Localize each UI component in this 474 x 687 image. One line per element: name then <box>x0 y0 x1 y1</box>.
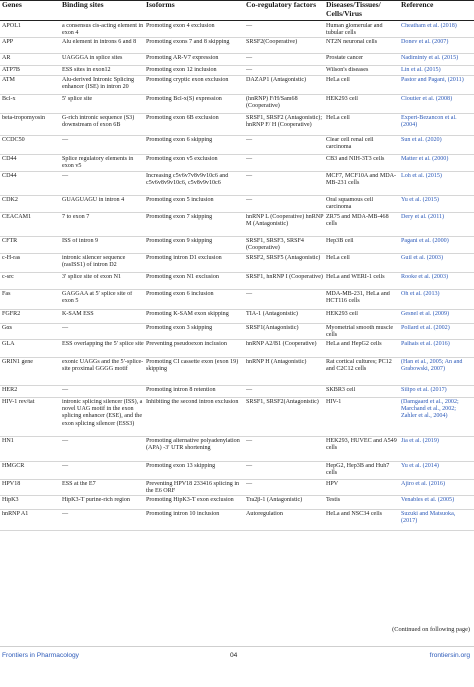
cell-isoform: Promoting Bcl-x(S) expression <box>146 96 222 102</box>
cell-co-factor: Tra2β-1 (Antagonistic) <box>246 497 303 503</box>
journal-name[interactable]: Frontiers in Pharmacology <box>2 652 79 659</box>
cell-gene: c-src <box>2 274 14 280</box>
cell-isoform: Promoting intron 10 inclusion <box>146 511 220 517</box>
cell-isoform: Preventing HPV18 233416 splicing in the E6 ORF <box>146 481 240 495</box>
cell-binding-site: — <box>62 438 69 444</box>
cell-isoform: Promoting exon N1 exclusion <box>146 274 219 280</box>
cell-disease: Rat cortical cultures; PC12 and C2C12 cells <box>326 359 392 373</box>
cell-gene: CCDC50 <box>2 137 25 143</box>
footer-rule <box>0 646 474 647</box>
table-row <box>0 309 474 324</box>
cell-co-factor: — <box>246 137 253 143</box>
cell-isoform: Increasing c5v6v7v8v9v10c6 and c5v6v8v9v10c6, c5v8v9v10c6 <box>146 173 229 187</box>
cell-reference[interactable]: Expert-Bezancon et al. (2004) <box>401 115 457 129</box>
cell-isoform: Promoting exon 3 skipping <box>146 325 213 331</box>
cell-gene: CFTR <box>2 238 18 244</box>
cell-co-factor: SRSF1(Antagonistic) <box>246 325 299 331</box>
cell-disease: HeLa and WERI-1 cells <box>326 274 385 280</box>
cell-co-factor: hnRNP A2/B1 (Cooperative) <box>246 341 317 347</box>
cell-isoform: Inhibiting the second intron exclusion <box>146 399 239 405</box>
cell-reference[interactable]: Sun et al. (2020) <box>401 137 442 143</box>
cell-binding-site: ESS sites in exon12 <box>62 67 111 73</box>
cell-co-factor: TIA-1 (Antagonistic) <box>246 311 298 317</box>
cell-gene: HER2 <box>2 387 18 393</box>
cell-disease: CB3 and NIH-3T3 cells <box>326 156 385 162</box>
table-row <box>0 154 474 172</box>
cell-binding-site: ESS overlapping the 5′ splice site <box>62 341 144 347</box>
cell-binding-site: — <box>62 463 69 469</box>
cell-disease: MCF7, MCF10A and MDA-MB-231 cells <box>326 173 397 187</box>
cell-co-factor: — <box>246 23 253 29</box>
cell-disease: Wilson's diseases <box>326 67 369 73</box>
table-row <box>0 436 474 462</box>
cell-co-factor: (hnRNP) F/H/Sam68 (Cooperative) <box>246 96 298 110</box>
cell-isoform: Promoting exons 7 and 8 skipping <box>146 39 230 45</box>
cell-disease: HPV <box>326 481 339 487</box>
cell-reference[interactable]: Yu et al. (2015) <box>401 197 439 203</box>
cell-reference[interactable]: Cheatham et al. (2018) <box>401 23 457 29</box>
cell-isoform: Promoting exon 5 inclusion <box>146 197 214 203</box>
table-row <box>0 509 474 531</box>
table-row <box>0 195 474 213</box>
cell-binding-site: — <box>62 173 69 179</box>
cell-disease: ZR75 and MDA-MB-468 cells <box>326 214 389 228</box>
cell-isoform: Promoting exon 6 inclusion <box>146 291 214 297</box>
cell-reference[interactable]: Venables et al. (2005) <box>401 497 455 503</box>
cell-binding-site: 7 to exon 7 <box>62 214 90 220</box>
cell-disease: HeLa cell <box>326 77 350 83</box>
cell-gene: Gαs <box>2 325 12 331</box>
cell-gene: HIV-1 rev/tat <box>2 399 35 405</box>
cell-disease: MDA-MB-231, HeLa and HCT116 cells <box>326 291 390 305</box>
col-header-co-regulatory: Co-regulatory factors <box>246 0 317 9</box>
cell-reference[interactable]: Pagani et al. (2000) <box>401 238 449 244</box>
cell-gene: FGFR2 <box>2 311 21 317</box>
cell-gene: CEACAM1 <box>2 214 32 220</box>
col-header-diseases: Diseases/Tissues/ Cells/Virus <box>326 0 381 18</box>
cell-disease: HepG2, Hep3B and Huh7 cells <box>326 463 390 477</box>
cell-co-factor: SRSF1, SRSF2(Antagonistic) <box>246 399 319 405</box>
cell-reference[interactable]: Cloutier et al. (2008) <box>401 96 453 102</box>
page-number: 04 <box>230 652 238 659</box>
cell-isoform: Preventing pseudoexon inclusion <box>146 341 227 347</box>
cell-isoform: Promoting exon 4 exclusion <box>146 23 215 29</box>
cell-isoform: Promoting intron D1 exclusion <box>146 255 222 261</box>
col-header-binding-sites: Binding sites <box>62 0 104 9</box>
cell-disease: HEK293 cell <box>326 96 358 102</box>
cell-binding-site: intronic splicing silencer (ISS), a novel UAG motif in the exon splicing enhancer (ESE), and the exon splicing silencer (ESS3) <box>62 399 143 427</box>
cell-co-factor: — <box>246 387 253 393</box>
cell-co-factor: — <box>246 438 253 444</box>
cell-gene: ATP7B <box>2 67 20 73</box>
table-row <box>0 272 474 290</box>
cell-gene: HMGCR <box>2 463 25 469</box>
cell-gene: CD44 <box>2 156 17 162</box>
cell-binding-site: intronic silencer sequence (rasISS1) of intron D2 <box>62 255 126 269</box>
cell-disease: Myometrial smooth muscle cells <box>326 325 394 339</box>
cell-disease: HeLa cell <box>326 255 350 261</box>
cell-gene: GLA <box>2 341 15 347</box>
cell-gene: APP <box>2 39 14 45</box>
cell-binding-site: Alu-derived Intronic Splicing enhancer (ISE) in intron 20 <box>62 77 135 91</box>
cell-isoform: Promoting AR-V7 expression <box>146 55 219 61</box>
cell-reference[interactable]: Donev et al. (2007) <box>401 39 449 45</box>
cell-disease: HIV-1 <box>326 399 342 405</box>
cell-gene: Fas <box>2 291 11 297</box>
cell-gene: HPV18 <box>2 481 21 487</box>
cell-co-factor: SRSF1, hnRNP I (Cooperative) <box>246 274 323 280</box>
cell-co-factor: — <box>246 463 253 469</box>
cell-gene: GRIN1 gene <box>2 359 33 365</box>
cell-gene: ATM <box>2 77 15 83</box>
cell-binding-site: — <box>62 387 69 393</box>
cell-reference[interactable]: (Damgaard et al., 2002; Marchand et al., 2002; Zahler et al., 2004) <box>401 399 459 420</box>
cell-disease: Prostate cancer <box>326 55 364 61</box>
cell-isoform: Promoting CI cassette exon (exon 19) skipping <box>146 359 239 373</box>
cell-reference[interactable]: Nadiminty et al. (2015) <box>401 55 459 61</box>
cell-disease: Human glomerular and tubular cells <box>326 23 383 37</box>
cell-reference[interactable]: Dery et al. (2011) <box>401 214 445 220</box>
cell-isoform: Promoting exon 13 skipping <box>146 463 216 469</box>
cell-gene: hnRNP A1 <box>2 511 29 517</box>
cell-reference[interactable]: Guil et al. (2003) <box>401 255 443 261</box>
cell-binding-site: Alu element in introns 6 and 8 <box>62 39 137 45</box>
cell-reference[interactable]: Lin et al. (2015) <box>401 67 441 73</box>
table-row <box>0 461 474 480</box>
cell-isoform: Promoting exon 7 skipping <box>146 214 213 220</box>
cell-reference[interactable]: Pollard et al. (2002) <box>401 325 450 331</box>
table-row <box>0 135 474 155</box>
cell-binding-site: ESS at the E7 <box>62 481 96 487</box>
cell-isoform: Promoting exon 9 skipping <box>146 238 213 244</box>
cell-co-factor: — <box>246 156 253 162</box>
cell-co-factor: — <box>246 291 253 297</box>
cell-reference[interactable]: Matter et al. (2000) <box>401 156 449 162</box>
cell-co-factor: — <box>246 197 253 203</box>
cell-isoform: Promoting exon 6 skipping <box>146 137 213 143</box>
cell-disease: HeLa and NSC34 cells <box>326 511 383 517</box>
cell-co-factor: — <box>246 55 253 61</box>
table-row <box>0 495 474 510</box>
table-row <box>0 171 474 196</box>
cell-disease: Clear cell renal cell carcinoma <box>326 137 374 151</box>
table-row <box>0 75 474 95</box>
cell-binding-site: — <box>62 137 69 143</box>
cell-disease: HeLa and HepG2 cells <box>326 341 382 347</box>
cell-disease: Hep3B cell <box>326 238 354 244</box>
cell-co-factor: hnRNP H (Antagonistic) <box>246 359 307 365</box>
cell-reference[interactable]: Jia et al. (2019) <box>401 438 439 444</box>
col-header-isoforms: Isoforms <box>146 0 175 9</box>
col-header-reference: Reference <box>401 0 434 9</box>
cell-binding-site: 3′ splice site of exon N1 <box>62 274 122 280</box>
cell-isoform: Promoting alternative polyadenylation (APA) -3′ UTR shortening <box>146 438 240 452</box>
cell-binding-site: a consensus cis-acting element in exon 4 <box>62 23 144 37</box>
continued-note: (Continued on following page) <box>392 626 470 633</box>
cell-co-factor: — <box>246 481 253 487</box>
cell-binding-site: GUAGUAGU in intron 4 <box>62 197 125 203</box>
cell-gene: APOL1 <box>2 23 21 29</box>
cell-co-factor: hnRNP L (Cooperative) hnRNP M (Antagonistic) <box>246 214 324 228</box>
cell-co-factor: SRSF1, SRSF3, SRSF4 (Cooperative) <box>246 238 304 252</box>
cell-disease: Oral squamous cell carcinoma <box>326 197 374 211</box>
cell-binding-site: — <box>62 511 69 517</box>
table-row <box>0 479 474 496</box>
table-row <box>0 94 474 114</box>
cell-isoform: Promoting exon 6B exclusion <box>146 115 219 121</box>
cell-reference[interactable]: Rooke et al. (2003) <box>401 274 449 280</box>
table-row <box>0 253 474 273</box>
cell-reference[interactable]: Palhais et al. (2016) <box>401 341 450 347</box>
table-row <box>0 37 474 54</box>
cell-isoform: Promoting K-SAM exon skipping <box>146 311 229 317</box>
cell-co-factor: — <box>246 173 253 179</box>
cell-reference[interactable]: Ajiro et al. (2016) <box>401 481 445 487</box>
cell-isoform: Promoting exon v5 exclusion <box>146 156 218 162</box>
table-row <box>0 357 474 386</box>
cell-isoform: Promoting intron 8 retention <box>146 387 216 393</box>
cell-gene: beta-tropomyosin <box>2 115 45 121</box>
cell-binding-site: GAGGAA at 5′ splice site of exon 5 <box>62 291 133 305</box>
cell-reference[interactable]: Silipo et al. (2017) <box>401 387 447 393</box>
cell-reference[interactable]: Loh et al. (2015) <box>401 173 442 179</box>
table-row <box>0 21 474 38</box>
cell-binding-site: K-SAM ESS <box>62 311 94 317</box>
table-row <box>0 113 474 136</box>
table-row <box>0 212 474 237</box>
cell-gene: Bcl-x <box>2 96 16 102</box>
cell-binding-site: UAGGGA in splice sites <box>62 55 123 61</box>
site-link[interactable]: frontiersin.org <box>429 652 470 659</box>
cell-reference[interactable]: Suzuki and Matsuoka, (2017) <box>401 511 456 525</box>
table-row <box>0 323 474 340</box>
cell-binding-site: ISS of intron 9 <box>62 238 99 244</box>
cell-disease: SKBR3 cell <box>326 387 356 393</box>
cell-binding-site: Splice regulatory elements in exon v5 <box>62 156 134 170</box>
table-row <box>0 339 474 358</box>
cell-co-factor: — <box>246 67 253 73</box>
cell-disease: NT2N neuronal cells <box>326 39 378 45</box>
cell-disease: HeLa cell <box>326 115 350 121</box>
cell-co-factor: DAZAP1 (Antagonistic) <box>246 77 307 83</box>
table-row <box>0 236 474 254</box>
cell-co-factor: Autoregulation <box>246 511 283 517</box>
table-row <box>0 397 474 437</box>
cell-disease: HEK293 cell <box>326 311 358 317</box>
cell-gene: CDK2 <box>2 197 18 203</box>
cell-co-factor: SRSF1, SRSF2 (Antagonistic); hnRNP F/ H (Cooperative) <box>246 115 323 129</box>
cell-isoform: Promoting HipK3-T exon exclusion <box>146 497 234 503</box>
cell-reference[interactable]: Oh et al. (2013) <box>401 291 440 297</box>
cell-binding-site: exonic UAGGs and the 5′-splice-site proximal GGGG motif <box>62 359 144 373</box>
cell-reference[interactable]: (Han et al., 2005; An and Grabowski, 2007) <box>401 359 463 373</box>
cell-reference[interactable]: Pastor and Pagani, (2011) <box>401 77 464 83</box>
cell-isoform: Promoting exon 12 inclusion <box>146 67 217 73</box>
cell-gene: HipK3 <box>2 497 19 503</box>
cell-binding-site: 5′ splice site <box>62 96 93 102</box>
cell-gene: CD44 <box>2 173 17 179</box>
cell-binding-site: G-rich intronic sequence (S3) downstream of exon 6B <box>62 115 135 129</box>
cell-reference[interactable]: Yu et al. (2014) <box>401 463 439 469</box>
cell-reference[interactable]: Gesnel et al. (2009) <box>401 311 450 317</box>
cell-gene: c-H-ras <box>2 255 21 261</box>
cell-gene: HN1 <box>2 438 14 444</box>
cell-binding-site: HipK3-T purine-rich region <box>62 497 130 503</box>
col-header-genes: Genes <box>2 0 22 9</box>
cell-binding-site: — <box>62 325 69 331</box>
cell-disease: HEK293, HUVEC and A549 cells <box>326 438 397 452</box>
cell-disease: Testis <box>326 497 341 503</box>
table-row <box>0 289 474 310</box>
cell-gene: AR <box>2 55 11 61</box>
cell-isoform: Promoting cryptic exon exclusion <box>146 77 229 83</box>
cell-co-factor: SRSF2(Cooperative) <box>246 39 298 45</box>
cell-co-factor: SRSF2, SRSF5 (Antagonistic) <box>246 255 321 261</box>
